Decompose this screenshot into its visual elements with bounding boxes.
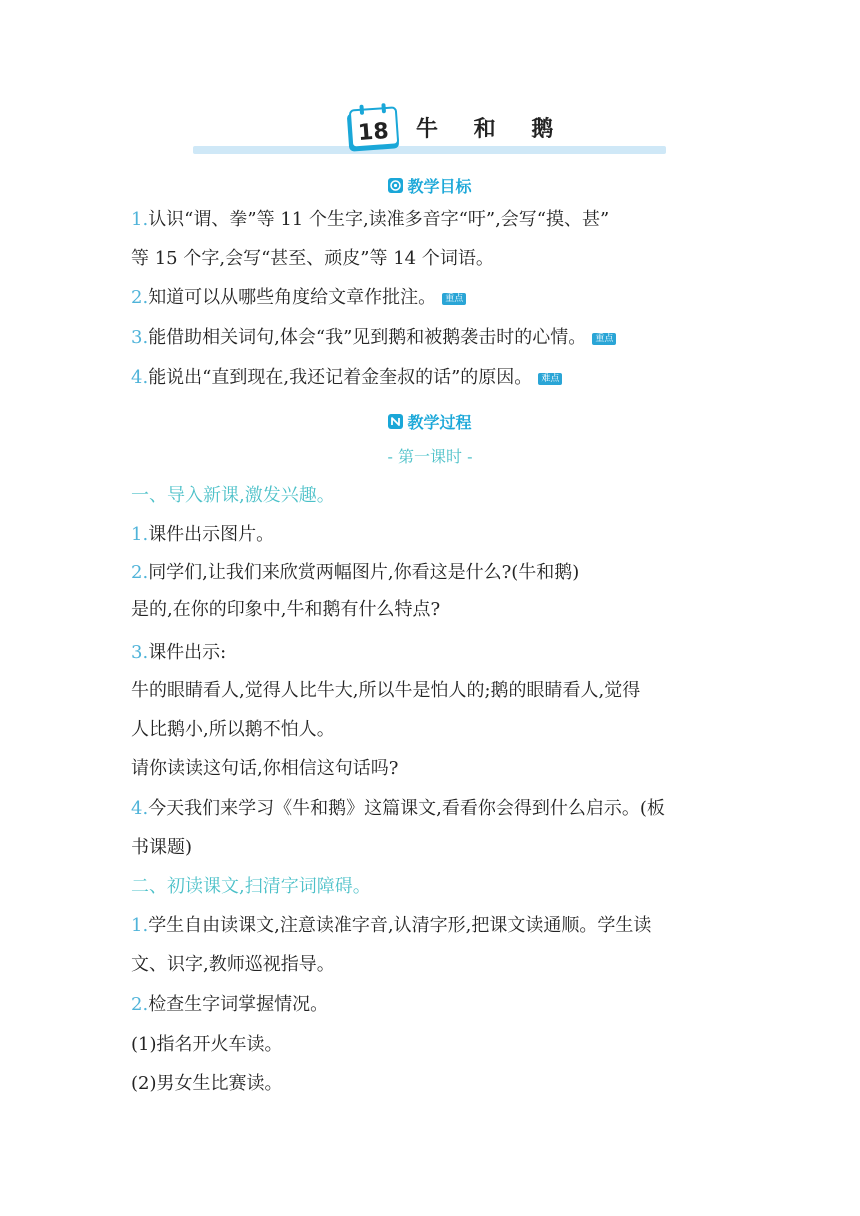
quote-line-2: 人比鹅小,所以鹅不怕人。 [131, 719, 335, 740]
lesson-period-label: - 第一课时 - [387, 447, 473, 466]
goal-3: 3.能借助相关词句,体会“我”见到鹅和被鹅袭击时的心情。 重点 [131, 326, 741, 350]
process-heading [0, 410, 860, 433]
process-heading-text: 教学过程 [407, 413, 472, 432]
calendar-badge-icon [345, 102, 403, 152]
lesson-header [0, 98, 860, 168]
quote-line-1: 牛的眼睛看人,觉得人比牛大,所以牛是怕人的;鹅的眼睛看人,觉得 [131, 680, 641, 701]
part1-step-4: 4.今天我们来学习《牛和鹅》这篇课文,看看你会得到什么启示。(板 [131, 798, 665, 819]
goal-1-line-1: 1.认识“谓、拳”等 11 个生字,读准多音字“吁”,会写“摸、甚” [131, 209, 610, 230]
difficulty-badge: 难点 [538, 373, 562, 385]
part1-step-1: 1.课件出示图片。 [131, 524, 275, 545]
lesson-title: 牛 和 鹅 [416, 117, 568, 142]
part1-step-3: 3.课件出示: [131, 642, 227, 663]
part1-step-2-cont: 是的,在你的印象中,牛和鹅有什么特点? [131, 599, 441, 620]
lesson-number: 18 [357, 118, 390, 147]
part1-step-4-cont: 书课题) [131, 837, 193, 858]
goal-2: 2.知道可以从哪些角度给文章作批注。 重点 [131, 286, 741, 310]
key-point-badge: 重点 [442, 293, 466, 305]
part2-heading: 二、初读课文,扫清字词障碍。 [131, 876, 371, 897]
header-underline-bar [193, 146, 666, 154]
goal-4: 4.能说出“直到现在,我还记着金奎叔的话”的原因。 难点 [131, 366, 741, 390]
part2-step-1-cont: 文、识字,教师巡视指导。 [131, 954, 335, 975]
goals-heading-text: 教学目标 [407, 177, 472, 196]
process-icon [388, 414, 403, 429]
goal-1-line-2: 等 15 个字,会写“甚至、顽皮”等 14 个词语。 [131, 248, 494, 269]
part2-sub-1: (1)指名开火车读。 [131, 1034, 283, 1055]
part2-step-2: 2.检查生字词掌握情况。 [131, 994, 329, 1015]
part2-step-1: 1.学生自由读课文,注意读准字音,认清字形,把课文读通顺。学生读 [131, 915, 652, 936]
part1-heading: 一、导入新课,激发兴趣。 [131, 485, 335, 506]
key-point-badge: 重点 [592, 333, 616, 345]
question-line: 请你读读这句话,你相信这句话吗? [131, 758, 399, 779]
part1-step-2: 2.同学们,让我们来欣赏两幅图片,你看这是什么?(牛和鹅) [131, 562, 580, 583]
goals-heading [0, 174, 860, 197]
target-icon [388, 178, 403, 193]
part2-sub-2: (2)男女生比赛读。 [131, 1073, 283, 1094]
